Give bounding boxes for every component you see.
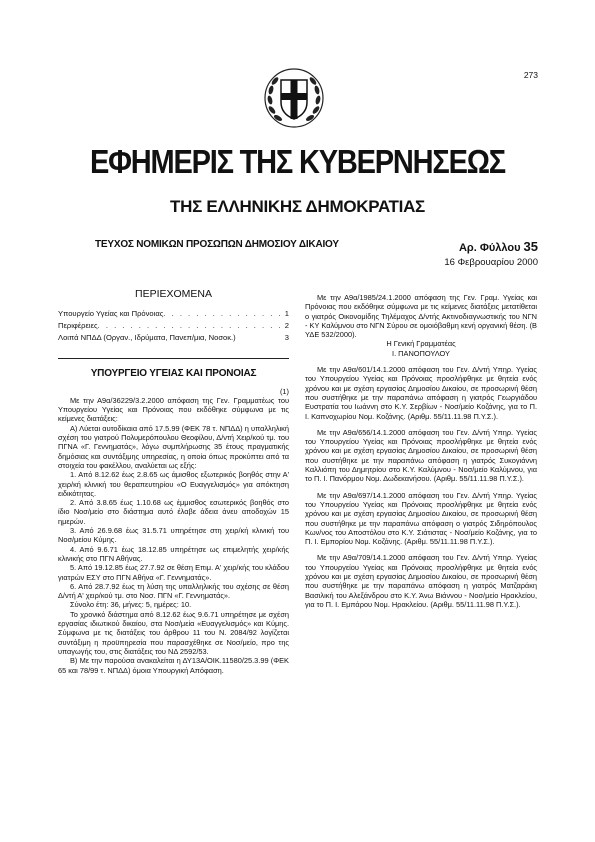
- paragraph: 4. Από 9.6.71 έως 18.12.85 υπηρέτησε ως επιμελητής χειρ/κής κλινικής στο ΠΓΝ Αθήνας.: [58, 544, 289, 563]
- paragraph: Με την Α9α/1985/24.1.2000 απόφαση της Γεν. Γραμ. Υγείας και Πρόνοιας που εκδόθηκε σύμφωνα με τις κείμενες διατάξεις μετατίθεται ο γιατρός Οικονομίδης Τηλέμαχος Δ/ντής Ακτινοδιαγνωστικής του ΝΓΝ - ΚΥ Καλύμνου στο ΝΓΝ Σύρου σε ομοιόβαθμη κενή οργανική θέση. (Β ΥΔΕ 532/2000).: [305, 293, 537, 340]
- issue-type: ΤΕΥΧΟΣ ΝΟΜΙΚΩΝ ΠΡΟΣΩΠΩΝ ΔΗΜΟΣΙΟΥ ΔΙΚΑΙΟΥ: [95, 239, 339, 250]
- paragraph: Με την Α9α/601/14.1.2000 απόφαση του Γεν. Δ/ντή Υπηρ. Υγείας του Υπουργείου Υγείας και Πρόνοιας προσλήφθηκε με θητεία ενός χρόνου και με σχέση εργασίας Δημοσίου Δικαίου, σε προσωρινή θέση που συστήθηκε με την παραπάνω απόφαση η γιατρός Γεωργιάδου Ευστρατία του Ιωάννη στο Κ.Υ. Σερβίων - Νοσ/μείο Κοζάνης, για το Π. Ι. Καπνοχωρίου Νομ. Κοζάνης. (Αριθμ. 55/11.11.98 Π.Υ.Σ.).: [305, 365, 537, 421]
- toc-item-page: 2: [284, 321, 289, 331]
- toc-leader: [163, 308, 284, 320]
- paragraph: Με την Α9α/36229/3.2.2000 απόφαση της Γεν. Γραμματέως του Υπουργείου Υγείας και Πρόνοιας που εκδόθηκε σύμφωνα με τις κείμενες διατάξεις:: [58, 395, 289, 424]
- section-heading: ΥΠΟΥΡΓΕΙΟ ΥΓΕΙΑΣ ΚΑΙ ΠΡΟΝΟΙΑΣ: [90, 368, 257, 380]
- paragraph: Β) Με την παρούσα ανακαλείται η ΔΥ13Α/ΟΙΚ.11580/25.3.99 (ΦΕΚ 65 και 78/99 τ. ΝΠΔΔ) όμοια Υπουργική Απόφαση.: [58, 656, 289, 675]
- signature-name: Ι. ΠΑΝΟΠΟΥΛΟΥ: [392, 348, 450, 358]
- coat-of-arms-emblem: [262, 66, 326, 130]
- paragraph: 6. Από 28.7.92 έως τη λύση της υπαλληλικής του σχέσης σε θέση Δ/ντή Α' χειρ/κού τμ. στο Νοσ. ΠΓΝ «Γ. Γεννηματάς».: [58, 581, 289, 601]
- paragraph: 5. Από 19.12.85 έως 27.7.92 σε θέση Επιμ. Α' χειρ/κής του κλάδου γιατρών ΕΣΥ στο ΠΓΝ Αθήνα «Γ. Γεννηματάς».: [58, 563, 289, 582]
- left-column: [58, 290, 289, 675]
- paragraph: 2. Από 3.8.65 έως 1.10.68 ως έμμισθος εσωτερικός βοηθός στο ίδιο Νοσ/μείο στο διάστημα αυτό έλαβε άδεια άνευ αποδοχών 15 ημερών.: [58, 498, 289, 526]
- paragraph: Σύνολο έτη: 36, μήνες: 5, ημέρες: 10.: [70, 600, 192, 610]
- signature-role: Η Γενική Γραμματέας: [386, 339, 456, 349]
- section-divider: [58, 358, 289, 359]
- toc-heading: ΠΕΡΙΕΧΟΜΕΝΑ: [134, 288, 213, 300]
- paragraph: Το χρονικό διάστημα από 8.12.62 έως 9.6.71 υπηρέτησε με σχέση εργασίας ιδιωτικού δικαίου, στα Νοσ/μεία «Ευαγγελισμός» και Κύμης. Σύμφωνα με τις διατάξεις του άρθρου 11 του Ν. 2084/92 λογίζεται συντάξιμη η προϋπηρεσία που παρασχέθηκε σε Νοσ/μείο, προ της υπαγωγής του, στις διατάξεις του ΝΔ 2592/53.: [58, 609, 289, 656]
- paragraph: 1. Από 8.12.62 έως 2.8.65 ως άμισθος εξωτερικός βοηθός στην Α' χειρ/κή κλινική του θεραπευτηρίου «Ο Ευαγγελισμός» για απόκτηση ειδικότητας.: [58, 470, 289, 498]
- toc-leader: [98, 320, 285, 332]
- issue-number: 35: [523, 239, 538, 254]
- right-column: [305, 293, 537, 609]
- toc-item-label: Λοιπά ΝΠΔΔ (Οργαν., Ιδρύματα, Πανεπ/μια, Νοσοκ.): [58, 333, 236, 343]
- toc-item-page: 1: [284, 309, 289, 319]
- gazette-title: ΕΦΗΜΕΡΙΣ ΤΗΣ ΚΥΒΕΡΝΗΣΕΩΣ: [90, 144, 505, 181]
- page-number: 273: [523, 70, 538, 80]
- issue-date: 16 Φεβρουαρίου 2000: [444, 257, 538, 268]
- issue-number-label: Αρ. Φύλλου: [458, 242, 521, 254]
- toc-item: [58, 332, 289, 344]
- paragraph: Με την Α9α/697/14.1.2000 απόφαση του Γεν. Δ/ντή Υπηρ. Υγείας του Υπουργείου Υγείας και Πρόνοιας προσλήφθηκε με θητεία ενός χρόνου και με σχέση εργασίας Δημοσίου Δικαίου, σε προσωρινή θέση που συστήθηκε με την παραπάνω απόφαση ο γιατρός Σιδηρόπουλος Κων/νος του Αποστόλου στο Κ.Υ. Σιάτιστας - Νοσ/μείο Κοζάνης, για το Π. Ι. Εμπορίου Νομ. Κοζάνης. (Αριθμ. 55/11.11.98 Π.Υ.Σ.).: [305, 490, 537, 547]
- paragraph: Α) Λύεται αυτοδίκαια από 17.5.99 (ΦΕΚ 78 τ. ΝΠΔΔ) η υπαλληλική σχέση του γιατρού Πολυμερόπουλου Θεοφίλου, Δ/ντή Χειρ/κού τμ. του ΠΓΝΑ «Γ. Γεννηματάς», λόγω συμπλήρωσης 35 έτους πραγματικής δημόσιας και συντάξιμης υπηρεσίας, η οποία όπως προκύπτει από τα στοιχεία του φακέλλου, αναλύεται ως εξής:: [58, 423, 289, 470]
- paragraph: 3. Από 26.9.68 έως 31.5.71 υπηρέτησε στη χειρ/κή κλινική του Νοσ/μείου Κύμης.: [58, 526, 289, 545]
- gazette-subtitle: ΤΗΣ ΕΛΛΗΝΙΚΗΣ ΔΗΜΟΚΡΑΤΙΑΣ: [170, 197, 425, 216]
- toc-item: [58, 320, 289, 332]
- toc-item-page: 3: [284, 333, 289, 343]
- issue-number-group: [459, 239, 538, 254]
- paragraph: Με την Α9α/709/14.1.2000 απόφαση του Γεν. Δ/ντή Υπηρ. Υγείας του Υπουργείου Υγείας και Πρόνοιας προσλήφθηκε με θητεία ενός χρόνου και με σχέση εργασίας Δημοσίου Δικαίου, σε προσωρινή θέση που συστήθηκε με την παραπάνω απόφαση η γιατρός Ματζαράκη Βασιλική του Αλεξάνδρου στο Κ.Υ. Άνω Βιάννου - Νοσ/μείο Ηρακλείου, για το Π. Ι. Εμπάρου Νομ. Ηρακλείου. (Αριθμ. 55/11.11.98 Π.Υ.Σ.).: [305, 553, 537, 609]
- toc-item-label: Περιφέρειες: [58, 321, 98, 331]
- paragraph: Με την Α9α/656/14.1.2000 απόφαση του Γεν. Δ/ντή Υπηρ. Υγείας του Υπουργείου Υγείας και Πρόνοιας προσλήφθηκε με θητεία ενός χρόνου και με σχέση εργασίας Δημοσίου Δικαίου, σε προσωρινή θέση που συστήθηκε με την παραπάνω απόφαση η γιατρός Συκογιάννη Καλλιόπη του Δημητρίου στο Κ.Υ. Καλύμνου - Νοσ/μείο Καλύμνου, για το Π. Ι. Πανόρμου Νομ. Δωδεκανήσου. (Αριθμ. 55/11.11.98 Π.Υ.Σ.).: [305, 427, 537, 484]
- toc-item-label: Υπουργείο Υγείας και Πρόνοιας: [58, 309, 164, 319]
- section-index: (1): [279, 386, 289, 396]
- toc-item: [58, 308, 289, 320]
